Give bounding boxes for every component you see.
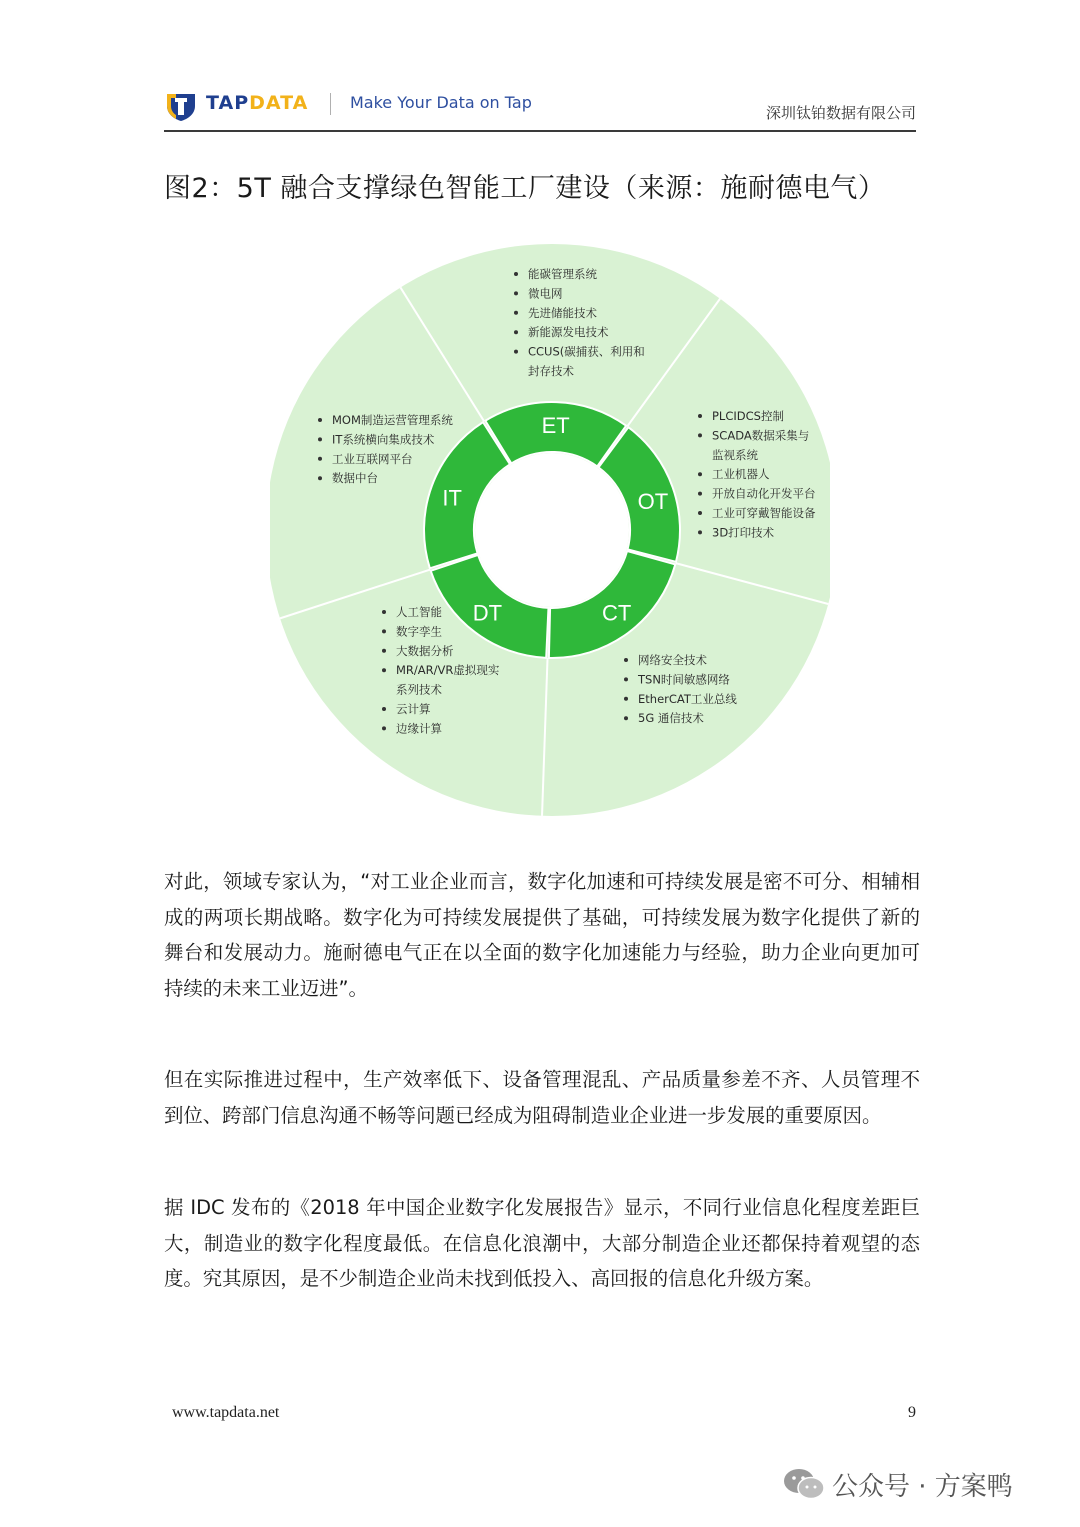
item-et: 封存技术 <box>528 364 574 378</box>
bullet-dt <box>382 707 386 711</box>
item-dt: MR/AR/VR虚拟现实 <box>396 663 500 678</box>
item-ot: 工业机器人 <box>712 467 770 482</box>
paragraph-expert-view: 对此，领域专家认为，“对工业企业而言，数字化加速和可持续发展是密不可分、相辅相成的两项长期战略。数字化为可持续发展提供了基础，可持续发展为数字化提供了新的舞台和发展动力。施耐德电气正在以全面的数字化加速能力与经验，助力企业向更加可持续的未来工业迈进”。 <box>164 870 920 1000</box>
paragraph-challenges: 但在实际推进过程中，生产效率低下、设备管理混乱、产品质量参差不齐、人员管理不到位、跨部门信息沟通不畅等问题已经成为阻碍制造业企业进一步发展的重要原因。 <box>164 1068 920 1127</box>
item-it: IT系统横向集成技术 <box>332 432 435 447</box>
segment-label-et: ET <box>541 413 570 439</box>
item-it: 数据中台 <box>332 471 378 486</box>
item-ot: 开放自动化开发平台 <box>712 486 816 501</box>
figure-title: 图2：5T 融合支撑绿色智能工厂建设（来源：施耐德电气） <box>164 173 886 204</box>
bullet-et <box>514 291 518 295</box>
wechat-icon <box>782 1466 826 1502</box>
item-ct: 5G 通信技术 <box>638 711 704 726</box>
header-separator <box>330 93 331 115</box>
bullet-ot <box>698 472 702 476</box>
watermark-text: 公众号 · 方案鸭 <box>832 1472 1013 1502</box>
item-et: 微电网 <box>528 286 563 301</box>
item-et: 能碳管理系统 <box>528 267 597 281</box>
center-hole <box>475 453 629 607</box>
page-header <box>164 84 916 132</box>
item-it: 工业互联网平台 <box>332 451 413 466</box>
item-it: MOM制造运营管理系统 <box>332 413 453 427</box>
item-et: 先进储能技术 <box>528 305 597 320</box>
bullet-et <box>514 330 518 334</box>
item-dt: 人工智能 <box>396 605 442 619</box>
brand-slogan: Make Your Data on Tap <box>350 93 532 112</box>
item-ct: 网络安全技术 <box>638 653 707 667</box>
bullet-ot <box>698 433 702 437</box>
bullet-ot <box>698 511 702 515</box>
bullet-dt <box>382 668 386 672</box>
5t-fusion-diagram <box>270 242 830 818</box>
item-ot: 3D打印技术 <box>712 525 775 540</box>
bullet-it <box>318 418 322 422</box>
bullet-ct <box>624 658 628 662</box>
bullet-dt <box>382 726 386 730</box>
bullet-it <box>318 476 322 480</box>
item-dt: 系列技术 <box>396 682 442 697</box>
item-dt: 大数据分析 <box>396 643 454 658</box>
bullet-it <box>318 437 322 441</box>
item-dt: 边缘计算 <box>396 721 442 736</box>
bullet-ct <box>624 697 628 701</box>
bullet-ot <box>698 492 702 496</box>
diagram-svg <box>270 242 830 818</box>
brand-name: TAPDATA <box>206 92 309 114</box>
bullet-et <box>514 311 518 315</box>
company-name: 深圳钛铂数据有限公司 <box>765 104 916 122</box>
item-et: 新能源发电技术 <box>528 325 609 340</box>
item-ct: EtherCAT工业总线 <box>638 691 737 706</box>
bullet-it <box>318 457 322 461</box>
segment-label-dt: DT <box>472 600 503 626</box>
item-ot: SCADA数据采集与 <box>712 428 810 443</box>
bullet-ct <box>624 716 628 720</box>
item-ct: TSN时间敏感网络 <box>638 672 730 687</box>
segment-label-ot: OT <box>637 489 669 515</box>
bullet-et <box>514 350 518 354</box>
segment-label-ct: CT <box>601 600 632 626</box>
bullet-dt <box>382 629 386 633</box>
item-ot: PLCIDCS控制 <box>712 409 784 423</box>
footer-url: www.tapdata.net <box>172 1404 280 1421</box>
bullet-ot <box>698 414 702 418</box>
item-dt: 云计算 <box>396 702 431 716</box>
bullet-et <box>514 272 518 276</box>
page-number: 9 <box>908 1404 916 1421</box>
item-ot: 监视系统 <box>712 447 758 462</box>
bullet-ot <box>698 530 702 534</box>
bullet-dt <box>382 610 386 614</box>
paragraph-idc-report: 据 IDC 发布的《2018 年中国企业数字化发展报告》显示，不同行业信息化程度差距巨大，制造业的数字化程度最低。在信息化浪潮中，大部分制造企业还都保持着观望的态度。究其原因，是不少制造企业尚未找到低投入、高回报的信息化升级方案。 <box>164 1196 920 1290</box>
item-ot: 工业可穿戴智能设备 <box>712 506 816 520</box>
tapdata-logo-icon <box>164 88 198 122</box>
item-dt: 数字孪生 <box>396 624 442 639</box>
item-et: CCUS(碳捕获、利用和 <box>528 344 645 359</box>
bullet-ct <box>624 677 628 681</box>
bullet-dt <box>382 649 386 653</box>
segment-label-it: IT <box>442 485 462 511</box>
